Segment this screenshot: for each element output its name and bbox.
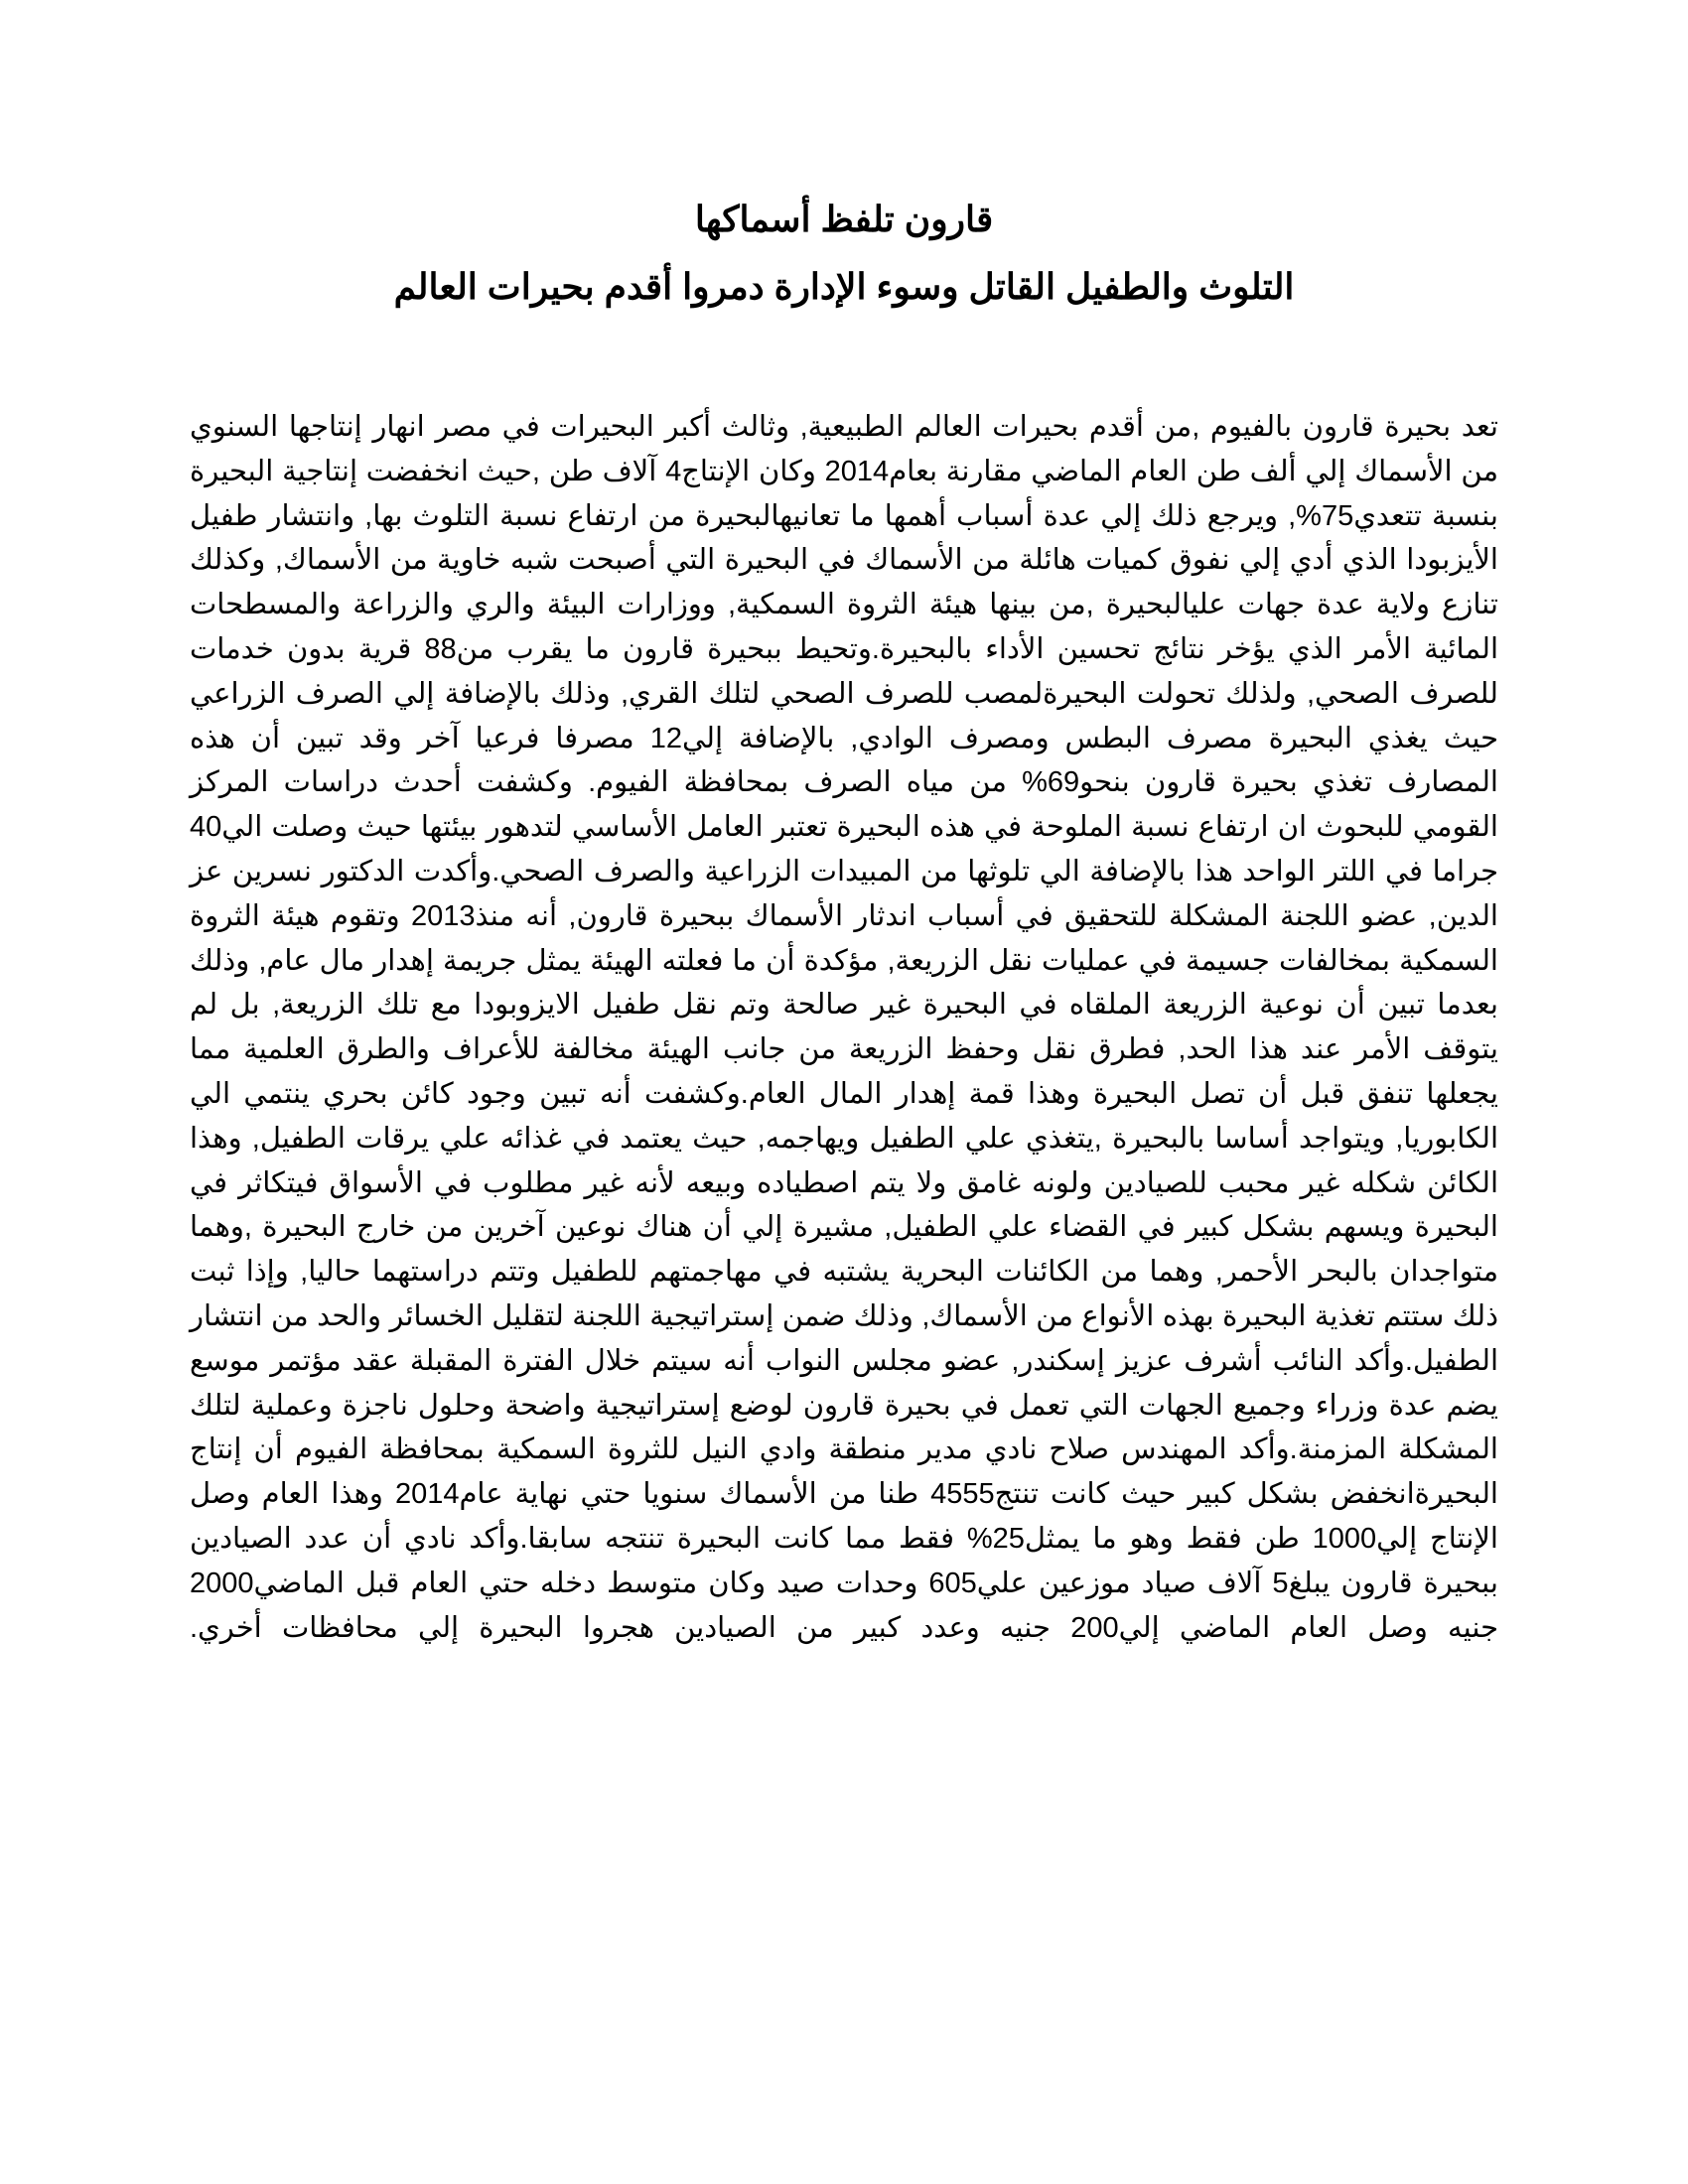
page-subtitle: التلوث والطفيل القاتل وسوء الإدارة دمروا أقدم بحيرات العالم: [393, 266, 1295, 307]
article-body: تعد بحيرة قارون بالفيوم ,من أقدم بحيرات العالم الطبيعية, وثالث أكبر البحيرات في مصر انهار إنتاجها السنوي من الأسماك إلي ألف طن العام الماضي مقارنة بعام2014 وكان الإنتاج4 آلاف طن ,حيث انخفضت إنتاجية البحيرة بنسبة تتعدي75%, ويرجع ذلك إلي عدة أسباب أهمها ما تعانيهالبحيرة من ارتفاع نسبة التلوث بها, وانتشار طفيل الأيزبودا الذي أدي إلي نفوق كميات هائلة من الأسماك في البحيرة التي أصبحت شبه خاوية من الأسماك, وكذلك تنازع ولاية عدة جهات عليالبحيرة ,من بينها هيئة الثروة السمكية, ووزارات البيئة والري والزراعة والمسطحات المائية الأمر الذي يؤخر نتائج تحسين الأداء بالبحيرة.وتحيط ببحيرة قارون ما يقرب من88 قرية بدون خدمات للصرف الصحي, ولذلك تحولت البحيرةلمصب للصرف الصحي لتلك القري, وذلك بالإضافة إلي الصرف الزراعي حيث يغذي البحيرة مصرف البطس ومصرف الوادي, بالإضافة إلي12 مصرفا فرعيا آخر وقد تبين أن هذه المصارف تغذي بحيرة قارون بنحو69% من مياه الصرف بمحافظة الفيوم. وكشفت أحدث دراسات المركز القومي للبحوث ان ارتفاع نسبة الملوحة في هذه البحيرة تعتبر العامل الأساسي لتدهور بيئتها حيث وصلت الي40 جراما في اللتر الواحد هذا بالإضافة الي تلوثها من المبيدات الزراعية والصرف الصحي.وأكدت الدكتور نسرين عز الدين, عضو اللجنة المشكلة للتحقيق في أسباب اندثار الأسماك ببحيرة قارون, أنه منذ2013 وتقوم هيئة الثروة السمكية بمخالفات جسيمة في عمليات نقل الزريعة, مؤكدة أن ما فعلته الهيئة يمثل جريمة إهدار مال عام, وذلك بعدما تبين أن نوعية الزريعة الملقاه في البحيرة غير صالحة وتم نقل طفيل الايزوبودا مع تلك الزريعة, بل لم يتوقف الأمر عند هذا الحد, فطرق نقل وحفظ الزريعة من جانب الهيئة مخالفة للأعراف والطرق العلمية مما يجعلها تنفق قبل أن تصل البحيرة وهذا قمة إهدار المال العام.وكشفت أنه تبين وجود كائن بحري ينتمي الي الكابوريا, ويتواجد أساسا بالبحيرة ,يتغذي علي الطفيل ويهاجمه, حيث يعتمد في غذائه علي يرقات الطفيل, وهذا الكائن شكله غير محبب للصيادين ولونه غامق ولا يتم اصطياده وبيعه لأنه غير مطلوب في الأسواق فيتكاثر في البحيرة ويسهم بشكل كبير في القضاء علي الطفيل, مشيرة إلي أن هناك نوعين آخرين من خارج البحيرة ,وهما متواجدان بالبحر الأحمر, وهما من الكائنات البحرية يشتبه في مهاجمتهم للطفيل وتتم دراستهما حاليا, وإذا ثبت ذلك ستتم تغذية البحيرة بهذه الأنواع من الأسماك, وذلك ضمن إستراتيجية اللجنة لتقليل الخسائر والحد من انتشار الطفيل.وأكد النائب أشرف عزيز إسكندر, عضو مجلس النواب أنه سيتم خلال الفترة المقبلة عقد مؤتمر موسع يضم عدة وزراء وجميع الجهات التي تعمل في بحيرة قارون لوضع إستراتيجية واضحة وحلول ناجزة وعملية لتلك المشكلة المزمنة.وأكد المهندس صلاح نادي مدير منطقة وادي النيل للثروة السمكية بمحافظة الفيوم أن إنتاج البحيرةانخفض بشكل كبير حيث كانت تنتج4555 طنا من الأسماك سنويا حتي نهاية عام2014 وهذا العام وصل الإنتاج إلي1000 طن فقط وهو ما يمثل25% فقط مما كانت البحيرة تنتجه سابقا.وأكد نادي أن عدد الصيادين ببحيرة قارون يبلغ5 آلاف صياد موزعين علي605 وحدات صيد وكان متوسط دخله حتي العام قبل الماضي2000 جنيه وصل العام الماضي إلي200 جنيه وعدد كبير من الصيادين هجروا البحيرة إلي محافظات أخري.: [190, 411, 1499, 1644]
page-title: قارون تلفظ أسماكها: [694, 199, 994, 239]
